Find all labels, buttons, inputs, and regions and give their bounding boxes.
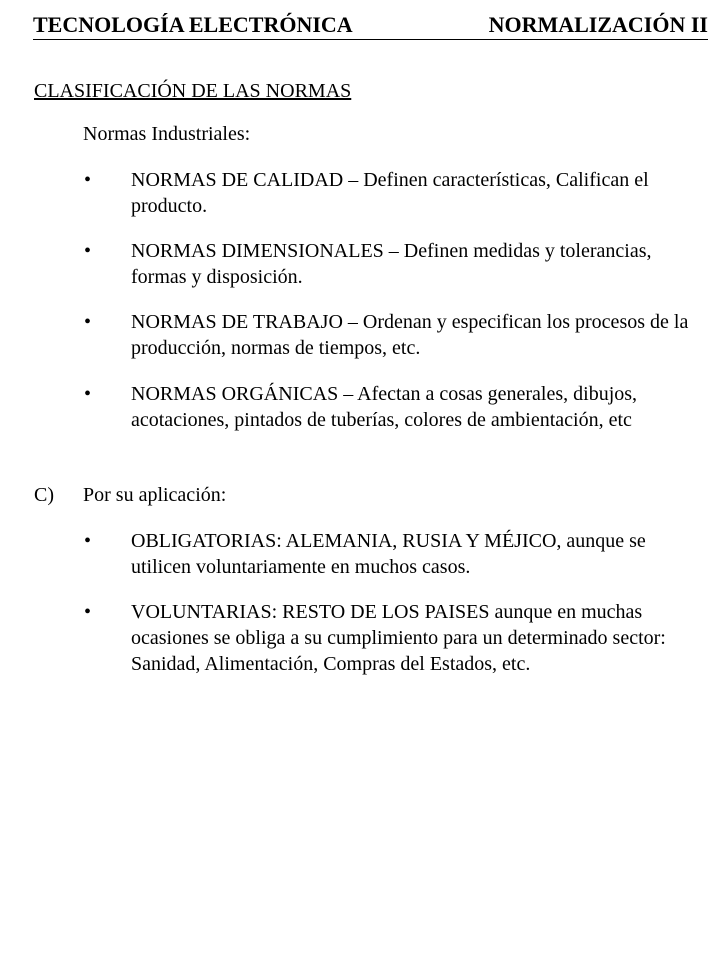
section-letter: C) xyxy=(34,484,54,506)
list-item-text: NORMAS ORGÁNICAS – Afectan a cosas generales, dibujos, acotaciones, pintados de tuberías, colores de ambientación, etc xyxy=(131,383,638,431)
bullet-icon: • xyxy=(84,240,92,262)
bullet-icon: • xyxy=(84,383,92,405)
header-topic: NORMALIZACIÓN II xyxy=(488,12,708,37)
bullet-icon: • xyxy=(84,169,92,191)
section-c-title: Por su aplicación: xyxy=(83,484,227,506)
bullet-icon: • xyxy=(84,311,92,333)
list-item-text: NORMAS DE TRABAJO – Ordenan y especifican los procesos de la producción, normas de tiempos, etc. xyxy=(131,311,689,359)
section-title: CLASIFICACIÓN DE LAS NORMAS xyxy=(34,80,352,102)
bullet-icon: • xyxy=(84,601,92,623)
list-item-text: NORMAS DIMENSIONALES – Definen medidas y tolerancias, formas y disposición. xyxy=(131,240,652,288)
header-subject: TECNOLOGÍA ELECTRÓNICA xyxy=(33,12,353,37)
list-item-text: OBLIGATORIAS: ALEMANIA, RUSIA Y MÉJICO, aunque se utilicen voluntariamente en muchos casos. xyxy=(131,530,646,578)
page-header xyxy=(33,12,708,40)
bullet-icon: • xyxy=(84,530,92,552)
list-item-text: VOLUNTARIAS: RESTO DE LOS PAISES aunque en muchas ocasiones se obliga a su cumplimiento para un determinado sector: Sanidad, Alimentación, Compras del Estados, etc. xyxy=(131,601,666,675)
list-item-text: NORMAS DE CALIDAD – Definen características, Califican el producto. xyxy=(131,169,649,217)
industrial-subtitle: Normas Industriales: xyxy=(83,123,251,145)
